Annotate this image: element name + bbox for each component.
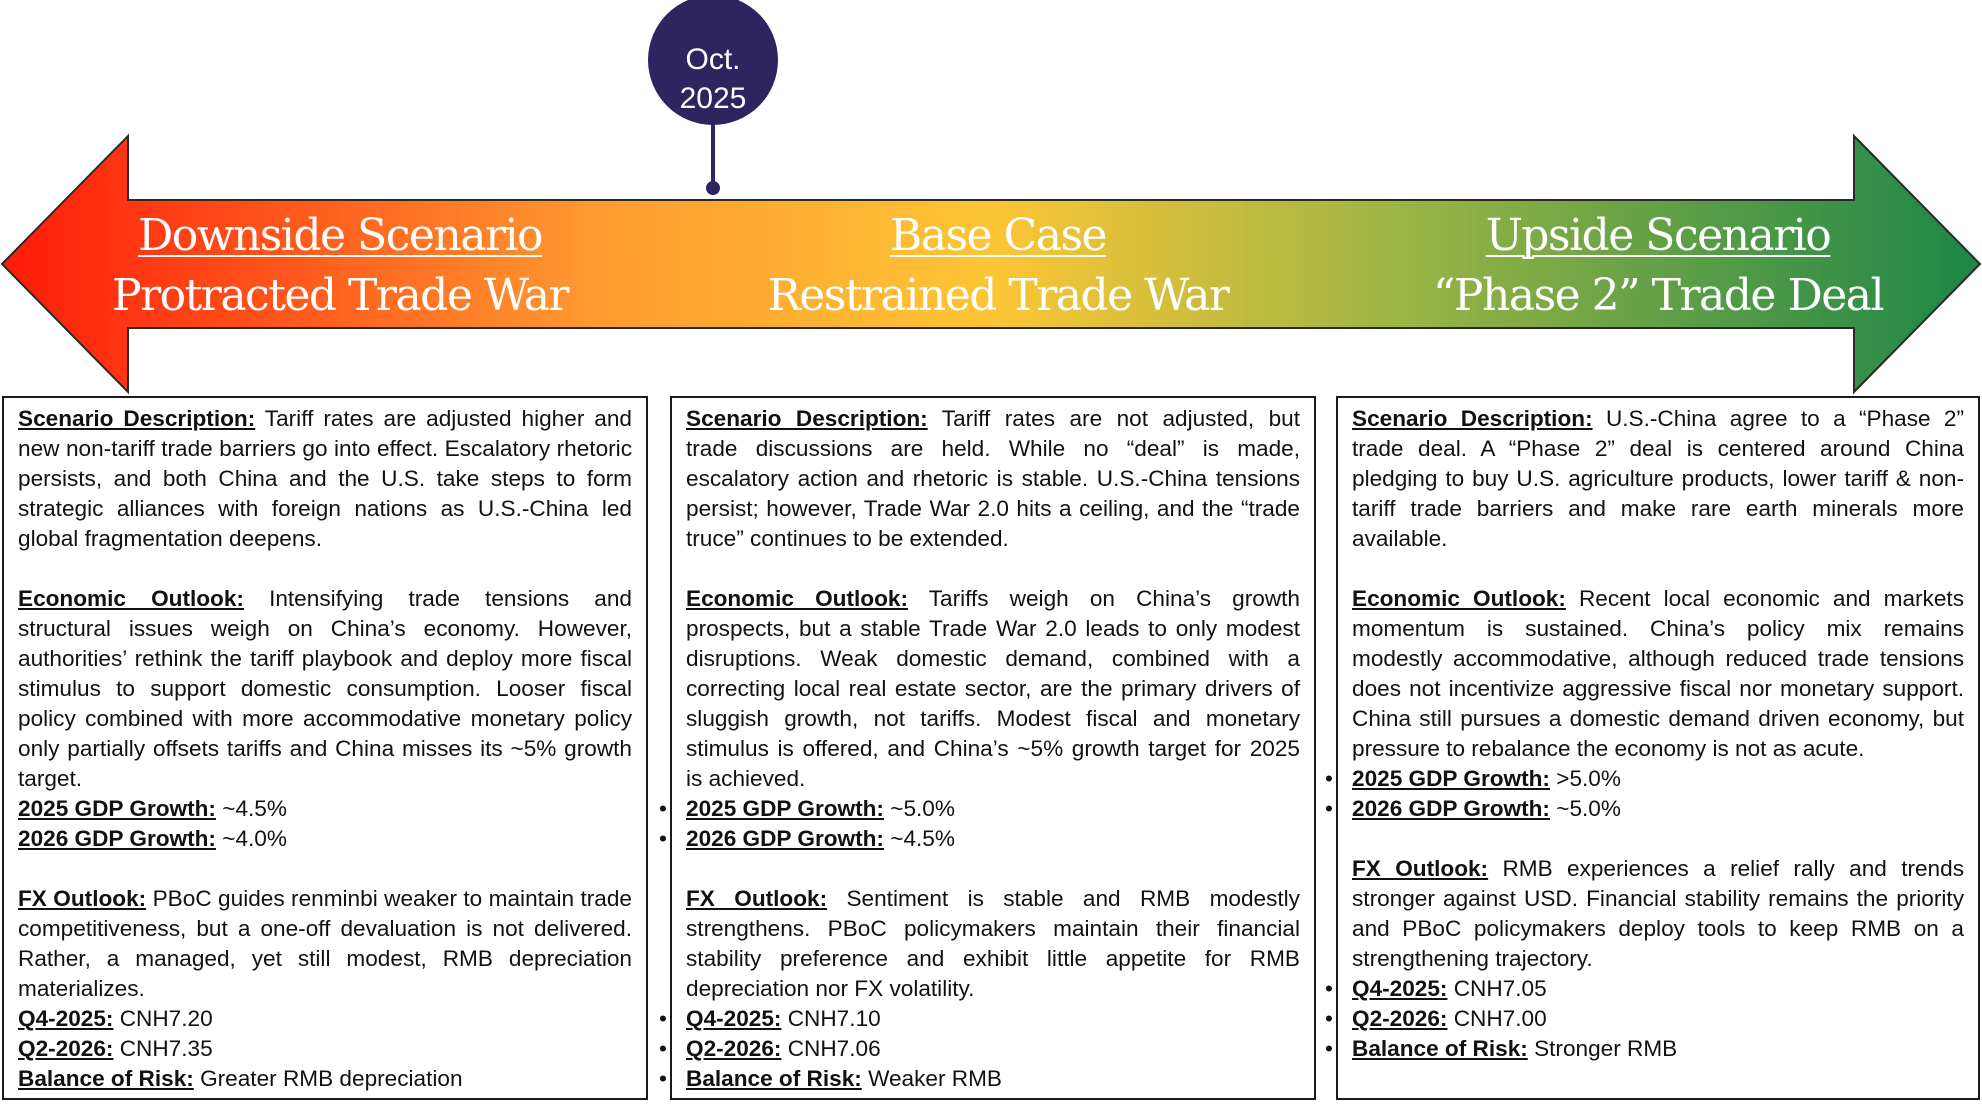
list-item: • 2026 GDP Growth: ~4.5% — [686, 824, 1300, 854]
fx-outlook — [18, 884, 632, 1004]
list-item: • Balance of Risk: Weaker RMB — [686, 1064, 1300, 1094]
gdp-list — [1352, 764, 1964, 824]
fx-outlook — [686, 884, 1300, 1004]
description-label: Scenario Description: — [18, 406, 256, 431]
fx-text: Sentiment is stable and RMB modestly strengthens. PBoC policymakers maintain their financial stability preference and exhibit little appetite for RMB depreciation nor FX volatility. — [686, 886, 1300, 1001]
fx-label: FX Outlook: — [18, 886, 147, 911]
list-item: • 2025 GDP Growth: ~5.0% — [686, 794, 1300, 824]
downside-scenario-heading — [30, 206, 650, 326]
fx-list — [686, 1004, 1300, 1094]
description-label: Scenario Description: — [1352, 406, 1593, 431]
fx-text: RMB experiences a relief rally and trends stronger against USD. Financial stability remains the priority and PBoC policymakers deploy tools to keep RMB on a strengthening trajectory. — [1352, 856, 1964, 971]
scenario-description — [18, 404, 632, 554]
scenario-subtitle: Protracted Trade War — [111, 270, 569, 321]
base-case-panel — [670, 396, 1316, 1100]
marker-dot — [706, 181, 720, 195]
list-item: • Balance of Risk: Greater RMB depreciation — [18, 1064, 632, 1094]
scenario-subtitle: “Phase 2” Trade Deal — [1432, 270, 1884, 321]
economic-label: Economic Outlook: — [18, 586, 244, 611]
marker-year: 2025 — [679, 82, 747, 115]
economic-text: Intensifying trade tensions and structural issues weigh on China’s economy. However, authorities’ rethink the tariff playbook and deploy more fiscal stimulus to support domestic consumption. Looser fiscal policy combined with more accommodative monetary policy only partially offsets tariffs and China misses its ~5% growth target. — [18, 586, 632, 791]
fx-list — [18, 1004, 632, 1094]
gdp-list — [18, 794, 632, 854]
description-label: Scenario Description: — [686, 406, 928, 431]
upside-scenario-heading — [1348, 206, 1968, 326]
economic-label: Economic Outlook: — [1352, 586, 1566, 611]
economic-label: Economic Outlook: — [686, 586, 908, 611]
fx-label: FX Outlook: — [1352, 856, 1489, 881]
timeline-arrow — [0, 0, 1982, 400]
fx-list — [1352, 974, 1964, 1064]
scenario-subtitle: Restrained Trade War — [767, 270, 1229, 321]
fx-label: FX Outlook: — [686, 886, 828, 911]
economic-outlook — [686, 584, 1300, 794]
description-text: U.S.-China agree to a “Phase 2” trade deal. A “Phase 2” deal is centered around China pledging to buy U.S. agriculture products, lower tariff & non-tariff trade barriers and make rare earth minerals more available. — [1352, 406, 1964, 551]
list-item: • Q2-2026: CNH7.00 — [1352, 1004, 1964, 1034]
list-item: • Q2-2026: CNH7.35 — [18, 1034, 632, 1064]
economic-outlook — [18, 584, 632, 794]
list-item: • Q4-2025: CNH7.05 — [1352, 974, 1964, 1004]
list-item: • Balance of Risk: Stronger RMB — [1352, 1034, 1964, 1064]
list-item: • Q4-2025: CNH7.20 — [18, 1004, 632, 1034]
base-case-heading — [688, 206, 1308, 326]
fx-text: PBoC guides renminbi weaker to maintain trade competitiveness, but a one-off devaluation is not delivered. Rather, a managed, yet still modest, RMB depreciation materializes. — [18, 886, 632, 1001]
marker-month: Oct. — [685, 43, 741, 76]
list-item: • 2026 GDP Growth: ~4.0% — [18, 824, 632, 854]
economic-text: Tariffs weigh on China’s growth prospects, but a stable Trade War 2.0 leads to only modest disruptions. Weak domestic demand, combined with a correcting local real estate sector, are the primary drivers of sluggish growth, not tariffs. Modest fiscal and monetary stimulus is offered, and China’s ~5% growth target for 2025 is achieved. — [686, 586, 1300, 791]
gdp-list — [686, 794, 1300, 854]
scenario-title: Downside Scenario — [137, 210, 543, 261]
date-marker-label — [648, 14, 778, 144]
description-text: Tariff rates are not adjusted, but trade discussions are held. While no “deal” is made, escalatory action and rhetoric is stable. U.S.-China tensions persist; however, Trade War 2.0 hits a ceiling, and the “trade truce” continues to be extended. — [686, 406, 1301, 551]
fx-outlook — [1352, 854, 1964, 974]
scenario-description — [686, 404, 1300, 554]
economic-text: Recent local economic and markets momentum is sustained. China’s policy mix remains modestly accommodative, although reduced trade tensions does not incentivize aggressive fiscal nor monetary support. China still pursues a domestic demand driven economy, but pressure to rebalance the economy is not as acute. — [1352, 586, 1964, 761]
description-text: Tariff rates are adjusted higher and new non-tariff trade barriers go into effect. Escalatory rhetoric persists, and both China and the U.S. take steps to form strategic alliances with foreign nations as U.S.-China led global fragmentation deepens. — [18, 406, 633, 551]
downside-scenario-panel — [2, 396, 648, 1100]
scenario-description — [1352, 404, 1964, 554]
economic-outlook — [1352, 584, 1964, 764]
list-item: • 2025 GDP Growth: ~4.5% — [18, 794, 632, 824]
scenario-title: Upside Scenario — [1485, 210, 1831, 261]
list-item: • 2026 GDP Growth: ~5.0% — [1352, 794, 1964, 824]
list-item: • Q4-2025: CNH7.10 — [686, 1004, 1300, 1034]
list-item: • 2025 GDP Growth: >5.0% — [1352, 764, 1964, 794]
upside-scenario-panel — [1336, 396, 1980, 1100]
scenario-title: Base Case — [889, 210, 1107, 261]
list-item: • Q2-2026: CNH7.06 — [686, 1034, 1300, 1064]
